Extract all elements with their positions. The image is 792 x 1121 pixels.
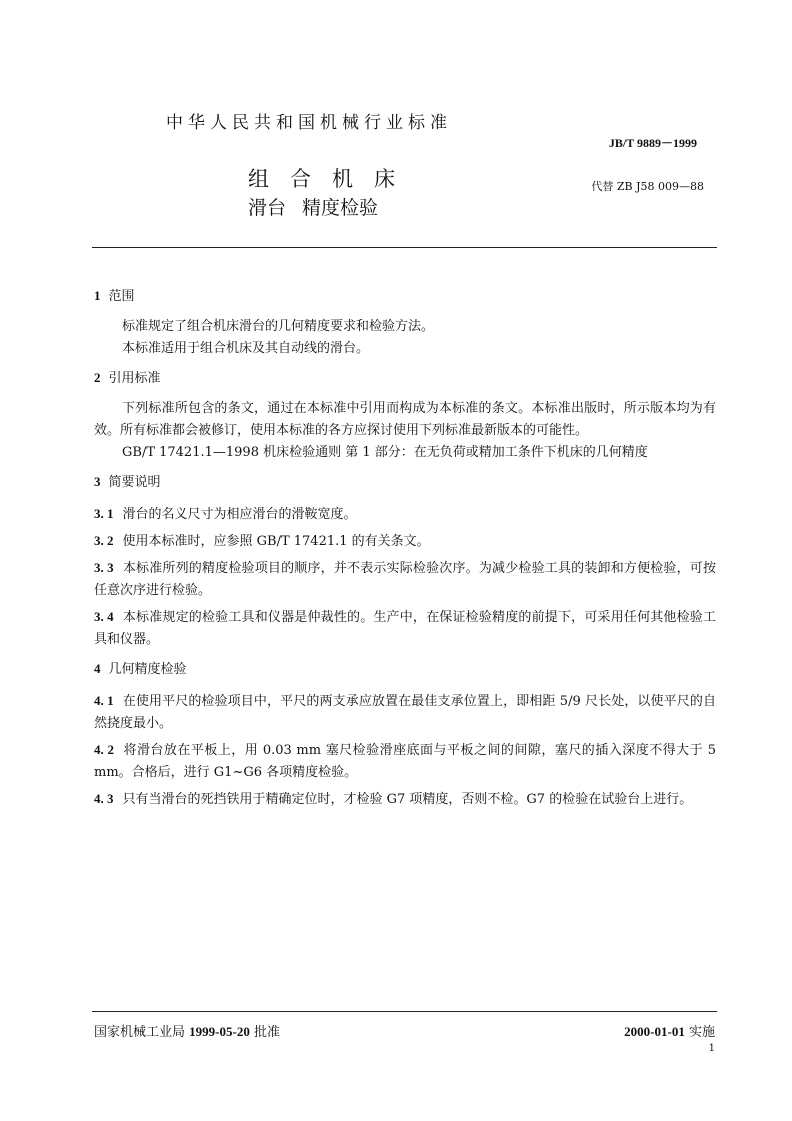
approval-word: 批准 xyxy=(253,1025,280,1040)
section-2-para-1: 下列标准所包含的条文，通过在本标准中引用而构成为本标准的条文。本标准出版时，所示版本均为有效。所有标准都会被修订，使用本标准的各方应探讨使用下列标准最新版本的可能性。 xyxy=(94,401,716,438)
clause-number: 4. 2 xyxy=(94,742,114,757)
section-number: 1 xyxy=(94,288,101,303)
section-4-heading xyxy=(94,658,716,681)
section-number: 3 xyxy=(94,474,101,489)
clause-number: 3. 3 xyxy=(94,560,114,575)
section-1-para-1: 标准规定了组合机床滑台的几何精度要求和检验方法。 xyxy=(122,319,435,334)
clause-3-3 xyxy=(94,557,716,602)
clause-number: 3. 1 xyxy=(94,506,114,521)
clause-4-2 xyxy=(94,739,716,784)
section-1-heading xyxy=(94,285,716,308)
clause-3-2 xyxy=(94,530,716,553)
clause-number: 3. 4 xyxy=(94,609,114,624)
clause-text: 本标准所列的精度检验项目的顺序，并不表示实际检验次序。为减少检验工具的装卸和方便检验，可按任意次序进行检验。 xyxy=(94,561,716,598)
clause-text: 滑台的名义尺寸为相应滑台的滑鞍宽度。 xyxy=(122,507,357,522)
implementation-info xyxy=(624,1021,715,1040)
document-body xyxy=(94,285,716,811)
clause-number: 3. 2 xyxy=(94,533,114,548)
issuer: 国家机械工业局 xyxy=(94,1025,186,1040)
section-number: 2 xyxy=(94,370,101,385)
issuing-org-title: 中华人民共和国机械行业标准 xyxy=(166,113,452,133)
clause-text: 只有当滑台的死挡铁用于精确定位时，才检验 G7 项精度，否则不检。G7 的检验在试验台上进行。 xyxy=(122,792,693,807)
doc-title-line2-b: 精度检验 xyxy=(302,197,379,219)
clause-number: 4. 3 xyxy=(94,791,114,806)
doc-title-line2-a: 滑台 xyxy=(248,197,287,219)
section-title: 简要说明 xyxy=(108,475,161,490)
section-number: 4 xyxy=(94,661,101,676)
section-title: 范围 xyxy=(108,289,135,304)
section-title: 引用标准 xyxy=(108,371,161,386)
clause-3-1 xyxy=(94,503,716,526)
clause-3-4 xyxy=(94,606,716,651)
clause-4-1 xyxy=(94,690,716,735)
section-2-heading xyxy=(94,367,716,390)
clause-text: 在使用平尺的检验项目中，平尺的两支承应放置在最佳支承位置上，即相距 5/9 尺长处，以使平尺的自然挠度最小。 xyxy=(94,694,717,731)
section-1-para-2: 本标准适用于组合机床及其自动线的滑台。 xyxy=(122,341,370,356)
approval-info xyxy=(94,1021,280,1040)
section-title: 几何精度检验 xyxy=(108,662,187,677)
doc-title-line2 xyxy=(248,193,378,220)
clause-text: 将滑台放在平板上，用 0.03 mm 塞尺检验滑座底面与平板之间的间隙，塞尺的插入深度不得大于 5 mm。合格后，进行 G1~G6 各项精度检验。 xyxy=(94,743,716,780)
page-number: 1 xyxy=(708,1043,715,1054)
header-divider xyxy=(92,247,717,248)
clause-text: 使用本标准时，应参照 GB/T 17421.1 的有关条文。 xyxy=(122,534,430,549)
approval-date: 1999-05-20 xyxy=(189,1024,250,1039)
clause-number: 4. 1 xyxy=(94,693,114,708)
section-3-heading xyxy=(94,471,716,494)
implementation-word: 实施 xyxy=(688,1025,715,1040)
doc-title-line1: 组合机床 xyxy=(248,167,416,191)
clause-text: 本标准规定的检验工具和仪器是仲裁性的。生产中，在保证检验精度的前提下，可采用任何其他检验工具和仪器。 xyxy=(94,610,716,647)
footer-divider xyxy=(92,1011,717,1012)
replaces-standard: 代替 ZB J58 009—88 xyxy=(591,180,704,193)
implementation-date: 2000-01-01 xyxy=(624,1024,685,1039)
section-2-ref: GB/T 17421.1—1998 机床检验通则 第 1 部分：在无负荷或精加工条件下机床的几何精度 xyxy=(122,445,648,460)
standard-number: JB/T 9889－1999 xyxy=(608,136,697,150)
clause-4-3 xyxy=(94,788,716,811)
